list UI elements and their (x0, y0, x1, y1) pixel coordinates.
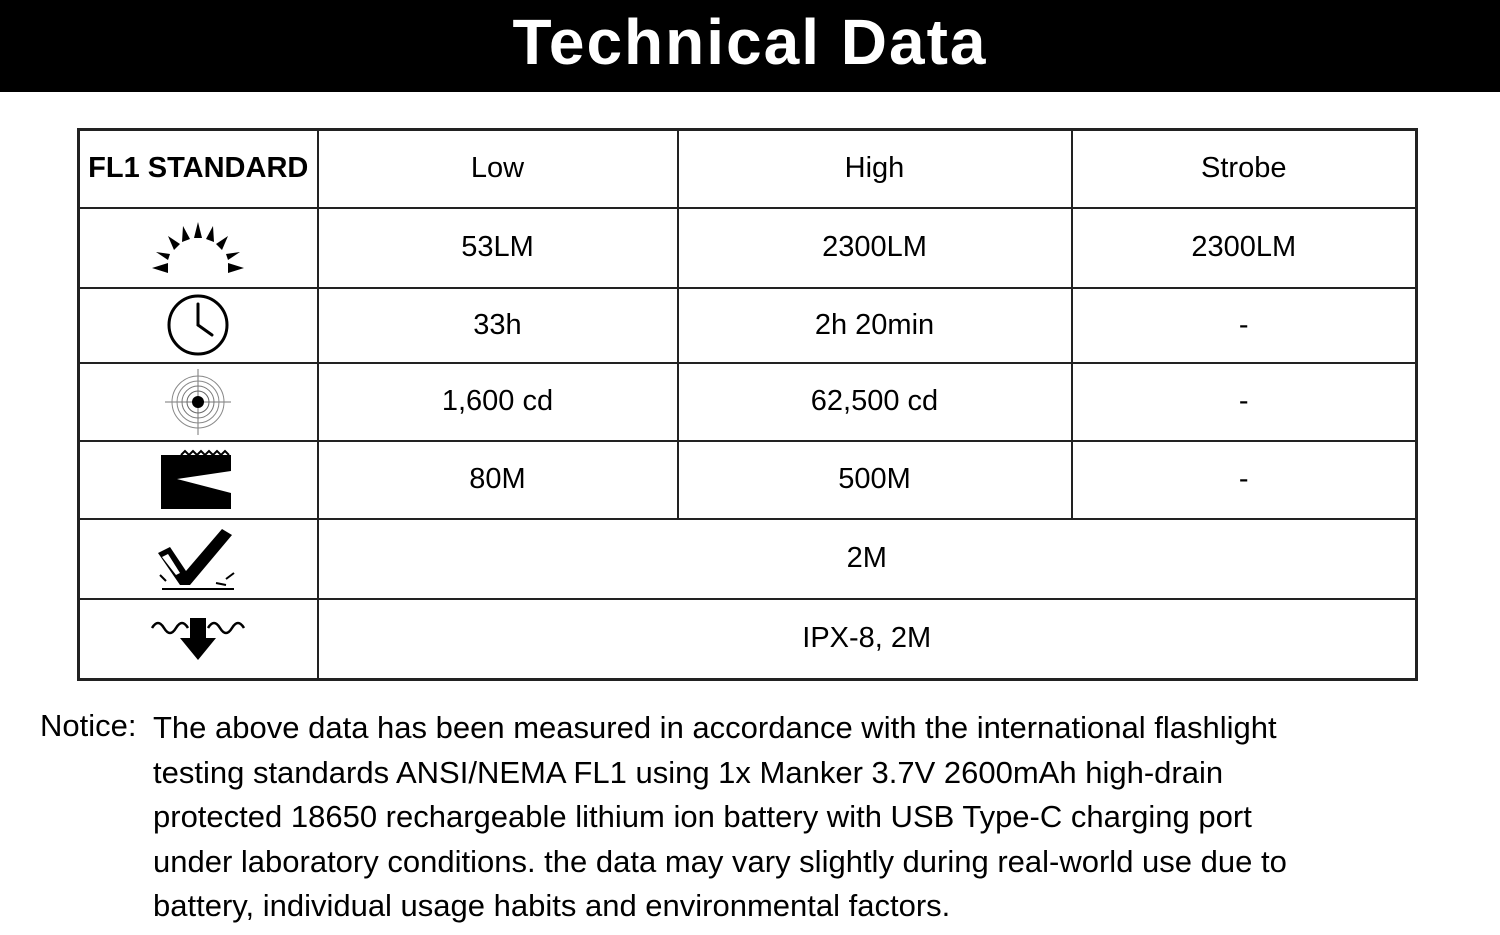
mode-high-header: High (678, 130, 1072, 208)
water-resistance-value: IPX-8, 2M (318, 599, 1417, 680)
table-row (79, 519, 1417, 599)
peak-intensity-target-icon (163, 367, 233, 437)
strobe-intensity: - (1072, 363, 1417, 441)
beam-distance-icon (159, 449, 237, 511)
high-beam-distance: 500M (678, 441, 1072, 519)
mode-strobe-header: Strobe (1072, 130, 1417, 208)
mode-low-header: Low (318, 130, 678, 208)
notice-line: under laboratory conditions. the data may vary slightly during real-world use due to (153, 843, 1287, 879)
water-resistance-icon (150, 614, 246, 664)
water-resistance-icon-cell (79, 599, 318, 680)
low-beam-distance: 80M (318, 441, 678, 519)
table-row (79, 288, 1417, 363)
runtime-clock-icon (165, 292, 231, 358)
high-lumens: 2300LM (678, 208, 1072, 288)
high-intensity: 62,500 cd (678, 363, 1072, 441)
notice-line: testing standards ANSI/NEMA FL1 using 1x Manker 3.7V 2600mAh high-drain (153, 754, 1224, 790)
strobe-lumens: 2300LM (1072, 208, 1417, 288)
table-header-row (79, 130, 1417, 208)
page-title: Technical Data (512, 6, 988, 78)
standard-label: FL1 STANDARD (79, 130, 318, 208)
notice-text (153, 706, 1470, 929)
light-output-icon (150, 220, 246, 276)
title-banner (0, 0, 1500, 92)
notice-line: The above data has been measured in accordance with the international flashlight (153, 710, 1277, 745)
runtime-clock-icon-cell (79, 288, 318, 363)
table-row (79, 441, 1417, 519)
notice-label: Notice: (40, 708, 137, 743)
impact-resistance-icon-cell (79, 519, 318, 599)
strobe-runtime: - (1072, 288, 1417, 363)
strobe-beam-distance: - (1072, 441, 1417, 519)
low-runtime: 33h (318, 288, 678, 363)
high-runtime: 2h 20min (678, 288, 1072, 363)
light-output-icon-cell (79, 208, 318, 288)
peak-intensity-icon-cell (79, 363, 318, 441)
table-row (79, 599, 1417, 680)
technical-data-table (77, 128, 1418, 681)
beam-distance-icon-cell (79, 441, 318, 519)
table-row (79, 208, 1417, 288)
impact-resistance-value: 2M (318, 519, 1417, 599)
low-intensity: 1,600 cd (318, 363, 678, 441)
impact-resistance-icon (156, 527, 240, 591)
low-lumens: 53LM (318, 208, 678, 288)
table-row (79, 363, 1417, 441)
notice-line: protected 18650 rechargeable lithium ion battery with USB Type-C charging port (153, 799, 1252, 834)
notice-line: battery, individual usage habits and environmental factors. (153, 888, 951, 923)
